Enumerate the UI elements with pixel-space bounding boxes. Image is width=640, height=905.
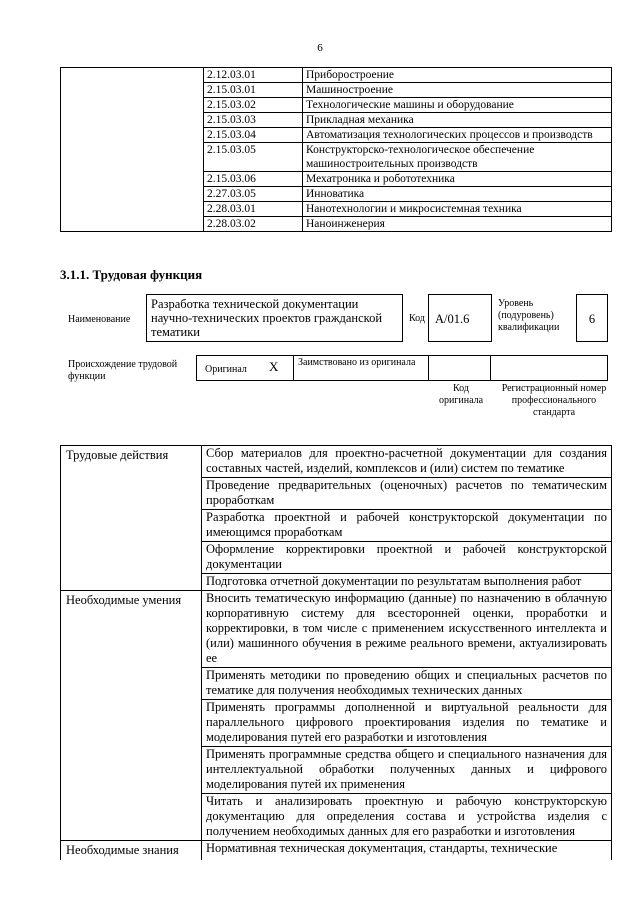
specialty-name: Конструкторско-технологическое обеспечение машиностроительных производств: [303, 143, 612, 172]
name-label: Наименование: [68, 314, 131, 325]
specialty-code: 2.15.03.01: [204, 83, 303, 98]
function-details-table: [60, 445, 612, 860]
page-number: 6: [317, 42, 323, 54]
specialty-code: 2.15.03.03: [204, 113, 303, 128]
original-mark: X: [269, 359, 279, 374]
specialty-name: Технологические машины и оборудование: [303, 98, 612, 113]
specialty-name: Автоматизация технологических процессов и производств: [303, 128, 612, 143]
section-item: Применять программные средства общего и специального назначения для интеллектуальной обработки полученных данных и цифрового моделирования путей их применения: [202, 747, 612, 794]
borrowed-label: Заимствовано из оригинала: [298, 357, 416, 368]
specialty-code: 2.15.03.04: [204, 128, 303, 143]
code-row: [61, 68, 612, 83]
original-label: Оригинал: [205, 364, 247, 375]
origin-code-cell: [429, 356, 491, 380]
specialty-name: Машиностроение: [303, 83, 612, 98]
specialty-name: Мехатроника и робототехника: [303, 172, 612, 187]
specialty-code: 2.28.03.01: [204, 202, 303, 217]
origin-box: [196, 355, 608, 381]
section-item: Оформление корректировки проектной и рабочей конструкторской документации: [202, 542, 612, 574]
detail-row: [61, 841, 612, 861]
section-item: Разработка проектной и рабочей конструкторской документации по имеющимся проработкам: [202, 510, 612, 542]
specialty-name: Прикладная механика: [303, 113, 612, 128]
section-item: Применять методики по проведению общих и специальных расчетов по тематике для получения необходимых технических данных: [202, 668, 612, 700]
detail-row: [61, 591, 612, 668]
origin-code-caption: Код оригинала: [438, 383, 484, 406]
section-label: Необходимые знания: [61, 841, 202, 861]
section-item: Подготовка отчетной документации по результатам выполнения работ: [202, 574, 612, 591]
specialty-code: 2.28.03.02: [204, 217, 303, 232]
section-item: Нормативная техническая документация, стандарты, технические: [202, 841, 612, 861]
detail-row: [61, 446, 612, 478]
section-item: Применять программы дополненной и виртуальной реальности для параллельного цифрового проектирования изделия по тематике и моделирования путей его разработки и изготовления: [202, 700, 612, 747]
specialty-code: 2.27.03.05: [204, 187, 303, 202]
original-cell: [197, 356, 294, 380]
specialty-codes-table: [60, 67, 612, 232]
reg-number-cell: [491, 356, 607, 380]
code-label: Код: [409, 313, 425, 324]
section-item: Читать и анализировать проектную и рабочую конструкторскую документацию для определения состава и устройства изделия с получением необходимых данных для его разработки и изготовления: [202, 794, 612, 841]
reg-number-caption: Регистрационный номер профессионального стандарта: [501, 383, 607, 418]
specialty-code: 2.15.03.05: [204, 143, 303, 172]
function-name-box: Разработка технической документации научно-технических проектов гражданской тематики: [146, 294, 403, 342]
specialty-name: Нанотехнологии и микросистемная техника: [303, 202, 612, 217]
section-heading: 3.1.1. Трудовая функция: [60, 267, 203, 282]
specialty-name: Наноинженерия: [303, 217, 612, 232]
section-label: Трудовые действия: [61, 446, 202, 591]
origin-label: Происхождение трудовой функции: [68, 359, 178, 382]
function-code-box: A/01.6: [428, 294, 492, 342]
section-item: Проведение предварительных (оценочных) расчетов по тематическим проработкам: [202, 478, 612, 510]
section-label: Необходимые умения: [61, 591, 202, 841]
blank-cell: [61, 68, 204, 232]
qualification-level-label: Уровень (подуровень) квалификации: [498, 298, 560, 333]
section-item: Сбор материалов для проектно-расчетной документации для создания составных частей, изделий, комплексов и (или) систем по тематике: [202, 446, 612, 478]
specialty-name: Приборостроение: [303, 68, 612, 83]
specialty-code: 2.15.03.06: [204, 172, 303, 187]
borrowed-cell: [294, 356, 429, 380]
qualification-level-box: 6: [576, 294, 608, 342]
specialty-name: Инноватика: [303, 187, 612, 202]
specialty-code: 2.15.03.02: [204, 98, 303, 113]
section-item: Вносить тематическую информацию (данные) по назначению в облачную корпоративную систему для всесторонней оценки, проработки и корректировки, в том числе с применением искусственного интеллекта и (или) машинного обучения в режиме реального времени, актуализировать ее: [202, 591, 612, 668]
specialty-code: 2.12.03.01: [204, 68, 303, 83]
